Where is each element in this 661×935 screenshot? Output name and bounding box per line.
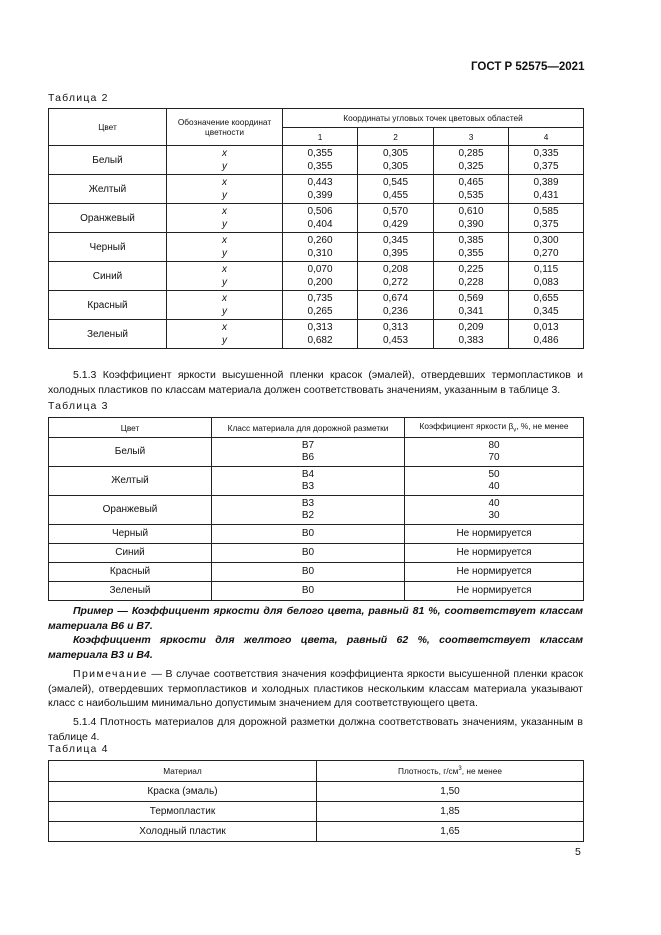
t2-designation bbox=[167, 204, 283, 233]
t2-coord bbox=[358, 204, 434, 233]
t3-class-value: В3 bbox=[301, 481, 315, 492]
t4-header-density-sup: 3 bbox=[458, 766, 462, 773]
t2-coord-value: 0,399 bbox=[307, 190, 333, 201]
t2-coord bbox=[358, 175, 434, 204]
t3-class-value: В6 bbox=[301, 452, 315, 463]
t3-header-coef-sub: v bbox=[513, 427, 517, 434]
t2-coord-value: 0,270 bbox=[533, 248, 559, 259]
t2-coord bbox=[509, 320, 584, 349]
t2-coord-value: 0,355 bbox=[307, 148, 333, 159]
note bbox=[48, 667, 583, 711]
t2-coord bbox=[434, 320, 509, 349]
t3-coefficient-value: 30 bbox=[488, 510, 500, 521]
table-row bbox=[49, 525, 584, 544]
table-row bbox=[49, 146, 584, 175]
t2-coord bbox=[283, 262, 358, 291]
paragraph-5-1-4: 5.1.4 Плотность материалов для дорожной разметки должна соответствовать значениям, указанным в таблице 4. bbox=[48, 716, 583, 743]
t2-coord bbox=[283, 204, 358, 233]
t2-coord-value: 0,569 bbox=[458, 293, 484, 304]
table-row bbox=[49, 262, 584, 291]
t2-designation-value: x bbox=[222, 235, 227, 246]
t2-coord bbox=[509, 233, 584, 262]
table-row bbox=[49, 544, 584, 563]
t4-density: 1,65 bbox=[317, 822, 584, 842]
t3-coefficient: Не нормируется bbox=[405, 582, 584, 601]
t2-designation bbox=[167, 233, 283, 262]
t2-coord-value: 0,305 bbox=[382, 161, 409, 172]
t3-coefficient-value: 80 bbox=[488, 440, 500, 451]
t2-coord-value: 0,395 bbox=[382, 248, 409, 259]
t2-coord-value: 0,545 bbox=[382, 177, 409, 188]
t2-designation-value: y bbox=[222, 248, 227, 259]
t3-class-value: В2 bbox=[301, 510, 315, 521]
t2-color: Желтый bbox=[49, 175, 167, 204]
t2-designation-value: x bbox=[222, 148, 227, 159]
table2-caption: Таблица 2 bbox=[48, 92, 109, 104]
note-text: — В случае соответствия значения коэффициента яркости высушенной пленки красок (эмалей), отвердевших термопластиков и холодных пластиков нескольким классам материала указывают класс с наибольшим минимально допустимым значением для соответствующего цвета. bbox=[48, 668, 583, 709]
t3-header-coef-suffix: , %, не менее bbox=[516, 421, 569, 432]
t2-coord-value: 0,265 bbox=[307, 306, 333, 317]
t2-header-point: 2 bbox=[358, 128, 434, 146]
t3-class: В0 bbox=[212, 544, 405, 563]
note-label: Примечание bbox=[73, 668, 148, 680]
t3-class-value: В3 bbox=[301, 498, 315, 509]
table2 bbox=[48, 108, 584, 349]
t2-coord-value: 0,083 bbox=[533, 277, 559, 288]
table-row bbox=[49, 822, 584, 842]
table-row bbox=[49, 496, 584, 525]
t2-designation-value: x bbox=[222, 293, 227, 304]
t2-color: Синий bbox=[49, 262, 167, 291]
t2-header-color: Цвет bbox=[49, 109, 167, 146]
t2-coord-value: 0,115 bbox=[533, 264, 559, 275]
t2-coord-value: 0,385 bbox=[458, 235, 484, 246]
t2-coord-value: 0,200 bbox=[307, 277, 333, 288]
t2-header-coords: Координаты угловых точек цветовых областей bbox=[283, 109, 584, 128]
table-row bbox=[49, 563, 584, 582]
t2-header-point: 4 bbox=[509, 128, 584, 146]
t2-coord-value: 0,455 bbox=[382, 190, 409, 201]
t2-coord-value: 0,228 bbox=[458, 277, 484, 288]
t2-designation bbox=[167, 146, 283, 175]
t2-coord-value: 0,443 bbox=[307, 177, 333, 188]
t2-coord-value: 0,325 bbox=[458, 161, 484, 172]
t2-designation bbox=[167, 175, 283, 204]
t2-coord-value: 0,209 bbox=[458, 322, 484, 333]
table3-caption: Таблица 3 bbox=[48, 400, 109, 412]
t3-coefficient: Не нормируется bbox=[405, 563, 584, 582]
t2-designation-value: y bbox=[222, 306, 227, 317]
t4-density: 1,85 bbox=[317, 802, 584, 822]
table-row bbox=[49, 438, 584, 467]
t2-coord-value: 0,383 bbox=[458, 335, 484, 346]
page-number: 5 bbox=[575, 846, 581, 858]
t2-coord-value: 0,345 bbox=[382, 235, 409, 246]
t2-coord bbox=[283, 291, 358, 320]
t2-coord bbox=[358, 291, 434, 320]
t2-coord-value: 0,610 bbox=[458, 206, 484, 217]
t3-color: Желтый bbox=[49, 467, 212, 496]
t2-coord-value: 0,465 bbox=[458, 177, 484, 188]
table-row bbox=[49, 782, 584, 802]
t2-coord-value: 0,535 bbox=[458, 190, 484, 201]
t2-coord bbox=[509, 204, 584, 233]
t2-coord-value: 0,655 bbox=[533, 293, 559, 304]
table-row bbox=[49, 233, 584, 262]
t2-coord-value: 0,070 bbox=[307, 264, 333, 275]
t2-color: Зеленый bbox=[49, 320, 167, 349]
t2-coord bbox=[434, 146, 509, 175]
t4-body bbox=[49, 782, 584, 842]
t3-class: В0 bbox=[212, 563, 405, 582]
t3-header-coefficient bbox=[405, 418, 584, 438]
t2-designation bbox=[167, 291, 283, 320]
t2-coord-value: 0,272 bbox=[382, 277, 409, 288]
t2-coord bbox=[283, 175, 358, 204]
t2-coord-value: 0,375 bbox=[533, 219, 559, 230]
table-row bbox=[49, 582, 584, 601]
table-row bbox=[49, 291, 584, 320]
t2-coord-value: 0,390 bbox=[458, 219, 484, 230]
t2-coord bbox=[434, 175, 509, 204]
t2-coord-value: 0,305 bbox=[382, 148, 409, 159]
t3-header-coef-prefix: Коэффициент яркости β bbox=[419, 421, 514, 432]
t3-coefficient bbox=[405, 438, 584, 467]
table4-caption: Таблица 4 bbox=[48, 743, 109, 755]
t2-header-point: 3 bbox=[434, 128, 509, 146]
t2-color: Оранжевый bbox=[49, 204, 167, 233]
paragraph-5-1-3: 5.1.3 Коэффициент яркости высушенной пленки красок (эмалей), отвердевших термопластиков и холодных пластиков по классам материала должен соответствовать значениям, указанным в таблице 3. bbox=[48, 369, 583, 396]
t4-density: 1,50 bbox=[317, 782, 584, 802]
t2-coord-value: 0,570 bbox=[382, 206, 409, 217]
t2-coord bbox=[434, 291, 509, 320]
t2-coord-value: 0,225 bbox=[458, 264, 484, 275]
t2-body bbox=[49, 146, 584, 349]
t3-coefficient bbox=[405, 467, 584, 496]
t4-header-density-prefix: Плотность, г/см bbox=[398, 766, 459, 776]
table-row bbox=[49, 802, 584, 822]
t2-coord-value: 0,355 bbox=[307, 161, 333, 172]
table3 bbox=[48, 417, 584, 601]
t3-class-value: В4 bbox=[301, 469, 315, 480]
t2-designation bbox=[167, 320, 283, 349]
t2-coord-value: 0,313 bbox=[382, 322, 409, 333]
t4-material: Краска (эмаль) bbox=[49, 782, 317, 802]
t2-coord-value: 0,429 bbox=[382, 219, 409, 230]
t2-designation-value: x bbox=[222, 206, 227, 217]
t4-material: Термопластик bbox=[49, 802, 317, 822]
t3-class: В0 bbox=[212, 582, 405, 601]
t2-coord-value: 0,585 bbox=[533, 206, 559, 217]
t2-coord-value: 0,310 bbox=[307, 248, 333, 259]
t2-coord bbox=[509, 291, 584, 320]
t2-color: Белый bbox=[49, 146, 167, 175]
t4-header-density-suffix: , не менее bbox=[461, 766, 502, 776]
t2-coord-value: 0,285 bbox=[458, 148, 484, 159]
t2-coord-value: 0,313 bbox=[307, 322, 333, 333]
t2-color: Красный bbox=[49, 291, 167, 320]
t2-designation-value: y bbox=[222, 219, 227, 230]
t2-coord-value: 0,260 bbox=[307, 235, 333, 246]
t2-designation-value: y bbox=[222, 277, 227, 288]
t3-coefficient bbox=[405, 496, 584, 525]
t3-coefficient-value: 40 bbox=[488, 481, 500, 492]
t3-coefficient: Не нормируется bbox=[405, 544, 584, 563]
t3-class bbox=[212, 467, 405, 496]
t2-coord-value: 0,355 bbox=[458, 248, 484, 259]
t2-coord-value: 0,389 bbox=[533, 177, 559, 188]
table-row bbox=[49, 204, 584, 233]
t2-coord-value: 0,341 bbox=[458, 306, 484, 317]
t2-coord bbox=[358, 320, 434, 349]
t2-coord bbox=[283, 320, 358, 349]
t3-class-value: В7 bbox=[301, 440, 315, 451]
t2-coord bbox=[434, 204, 509, 233]
t3-color: Синий bbox=[49, 544, 212, 563]
t2-coord-value: 0,335 bbox=[533, 148, 559, 159]
t2-designation-value: y bbox=[222, 161, 227, 172]
t2-coord-value: 0,300 bbox=[533, 235, 559, 246]
t2-coord-value: 0,345 bbox=[533, 306, 559, 317]
t3-body bbox=[49, 438, 584, 601]
t4-header-material: Материал bbox=[49, 761, 317, 782]
t3-class bbox=[212, 496, 405, 525]
t2-coord-value: 0,236 bbox=[382, 306, 409, 317]
t2-designation-value: y bbox=[222, 190, 227, 201]
t2-coord bbox=[358, 262, 434, 291]
t2-coord-value: 0,013 bbox=[533, 322, 559, 333]
t3-color: Белый bbox=[49, 438, 212, 467]
t2-header-point: 1 bbox=[283, 128, 358, 146]
t3-coefficient-value: 50 bbox=[488, 469, 500, 480]
t2-coord-value: 0,404 bbox=[307, 219, 333, 230]
t2-designation-value: y bbox=[222, 335, 227, 346]
t2-designation-value: x bbox=[222, 322, 227, 333]
t2-designation-value: x bbox=[222, 177, 227, 188]
t3-class bbox=[212, 438, 405, 467]
t2-coord-value: 0,735 bbox=[307, 293, 333, 304]
t2-designation-value: x bbox=[222, 264, 227, 275]
t3-header-class: Класс материала для дорожной разметки bbox=[212, 418, 405, 438]
t4-material: Холодный пластик bbox=[49, 822, 317, 842]
table-row bbox=[49, 467, 584, 496]
t2-designation bbox=[167, 262, 283, 291]
t3-color: Красный bbox=[49, 563, 212, 582]
t2-coord-value: 0,431 bbox=[533, 190, 559, 201]
t2-coord bbox=[283, 146, 358, 175]
table-row bbox=[49, 320, 584, 349]
t3-coefficient: Не нормируется bbox=[405, 525, 584, 544]
t3-color: Черный bbox=[49, 525, 212, 544]
t3-coefficient-value: 70 bbox=[488, 452, 500, 463]
t2-coord bbox=[434, 262, 509, 291]
standard-designation: ГОСТ Р 52575—2021 bbox=[471, 61, 585, 73]
t2-coord-value: 0,453 bbox=[382, 335, 409, 346]
t3-class: В0 bbox=[212, 525, 405, 544]
t2-coord bbox=[434, 233, 509, 262]
t2-color: Черный bbox=[49, 233, 167, 262]
t2-coord-value: 0,506 bbox=[307, 206, 333, 217]
t2-coord bbox=[358, 233, 434, 262]
example-line-2: Коэффициент яркости для желтого цвета, равный 62 %, соответствует классам материала В3 и В4. bbox=[48, 634, 583, 661]
example-line-1: Пример — Коэффициент яркости для белого цвета, равный 81 %, соответствует классам материала В6 и В7. bbox=[48, 605, 583, 632]
t3-coefficient-value: 40 bbox=[488, 498, 500, 509]
t4-header-density bbox=[317, 761, 584, 782]
t2-coord bbox=[509, 262, 584, 291]
t2-coord bbox=[509, 175, 584, 204]
t2-coord-value: 0,674 bbox=[382, 293, 409, 304]
t3-color: Оранжевый bbox=[49, 496, 212, 525]
t2-coord bbox=[358, 146, 434, 175]
t2-coord bbox=[283, 233, 358, 262]
t2-coord-value: 0,486 bbox=[533, 335, 559, 346]
t3-header-color: Цвет bbox=[49, 418, 212, 438]
t2-coord bbox=[509, 146, 584, 175]
table-row bbox=[49, 175, 584, 204]
table4 bbox=[48, 760, 584, 842]
t2-coord-value: 0,375 bbox=[533, 161, 559, 172]
t2-header-designation: Обозначение координат цветности bbox=[167, 109, 283, 146]
t2-coord-value: 0,682 bbox=[307, 335, 333, 346]
t2-coord-value: 0,208 bbox=[382, 264, 409, 275]
t3-color: Зеленый bbox=[49, 582, 212, 601]
